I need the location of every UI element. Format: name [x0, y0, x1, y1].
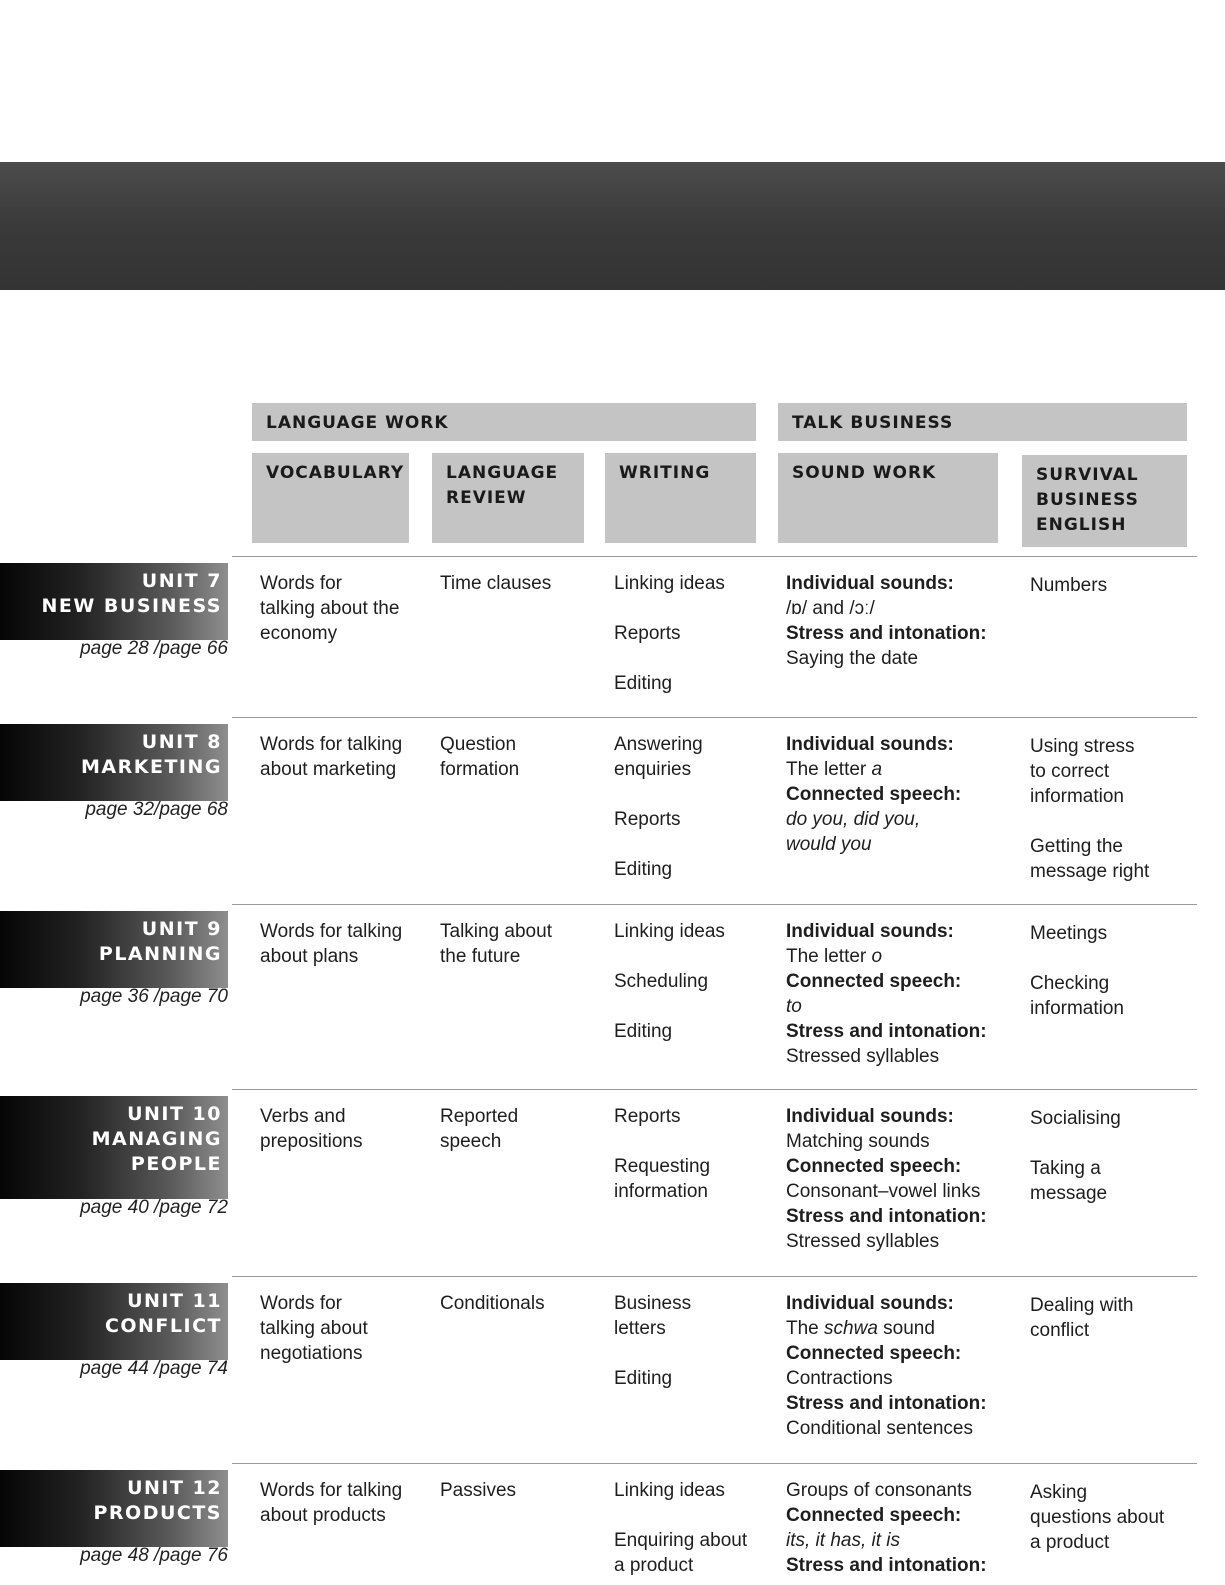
text-line: message right	[1030, 861, 1150, 882]
writing-cell	[614, 1291, 691, 1391]
unit-label	[0, 1096, 228, 1199]
sound-detail: would you	[786, 834, 872, 855]
unit-title: MANAGING	[91, 1128, 222, 1150]
writing-item	[614, 969, 725, 994]
vocabulary-cell	[260, 1104, 362, 1154]
unit-label	[0, 911, 228, 988]
sound-work-cell	[786, 1478, 987, 1578]
header-survival-business-english: SURVIVAL BUSINESS ENGLISH	[1022, 455, 1187, 547]
unit-number: UNIT 9	[141, 918, 222, 940]
text-line: Requesting	[614, 1156, 711, 1177]
sound-heading: Connected speech:	[786, 1343, 962, 1364]
text-line: Dealing with	[1030, 1295, 1134, 1316]
sound-heading: Individual sounds:	[786, 921, 954, 942]
sound-detail: Matching sounds	[786, 1131, 930, 1152]
page-reference: page 32/page 68	[85, 799, 228, 820]
unit-number: UNIT 8	[141, 731, 222, 753]
sound-detail: Contractions	[786, 1368, 893, 1389]
writing-item	[614, 1291, 691, 1341]
row-divider	[232, 1463, 1197, 1464]
survival-item	[1030, 1293, 1134, 1343]
sound-heading: Stress and intonation:	[786, 1021, 987, 1042]
text-line: Time clauses	[440, 573, 552, 594]
unit-number: UNIT 10	[127, 1103, 222, 1125]
sound-heading: Individual sounds:	[786, 734, 954, 755]
text-line: Enquiring about	[614, 1530, 748, 1551]
survival-item	[1030, 971, 1124, 1021]
sound-detail: Consonant–vowel links	[786, 1181, 981, 1202]
survival-item	[1030, 1106, 1121, 1131]
row-divider	[232, 1089, 1197, 1090]
text-line: Verbs and	[260, 1106, 346, 1127]
text-line: formation	[440, 759, 520, 780]
unit-title: CONFLICT	[104, 1315, 222, 1337]
text-line: a product	[1030, 1532, 1110, 1553]
vocabulary-cell	[260, 1478, 402, 1528]
writing-item	[614, 1019, 725, 1044]
unit-title: NEW BUSINESS	[41, 595, 222, 617]
text-line: talking about the	[260, 598, 400, 619]
survival-english-cell	[1030, 1106, 1121, 1206]
row-divider	[232, 717, 1197, 718]
sound-heading: Connected speech:	[786, 971, 962, 992]
page-reference: page 44 /page 74	[80, 1358, 228, 1379]
writing-item	[614, 732, 703, 782]
sound-work-cell	[786, 1291, 987, 1441]
text-line: Words for talking	[260, 734, 403, 755]
text-line: economy	[260, 623, 338, 644]
writing-item	[614, 807, 703, 832]
italic-term: o	[871, 946, 883, 967]
header-language-work: LANGUAGE WORK	[252, 403, 756, 441]
text-line: Editing	[614, 859, 673, 880]
vocabulary-cell	[260, 919, 402, 969]
unit-title: MARKETING	[81, 756, 222, 778]
sound-heading: Connected speech:	[786, 1505, 962, 1526]
sound-heading: Individual sounds:	[786, 1106, 954, 1127]
language-review-cell	[440, 571, 551, 596]
text-line: about marketing	[260, 759, 397, 780]
header-writing: WRITING	[605, 453, 756, 543]
sound-detail: Stressed syllables	[786, 1046, 940, 1067]
unit-title: PLANNING	[98, 943, 222, 965]
writing-cell	[614, 1104, 710, 1204]
sound-detail: The letter o	[786, 946, 883, 967]
text-line: Reported	[440, 1106, 519, 1127]
sound-detail: /ɒ/ and /ɔː/	[786, 598, 875, 619]
unit-title: PRODUCTS	[93, 1502, 222, 1524]
text-line: the future	[440, 946, 521, 967]
text-line: Editing	[614, 673, 673, 694]
text-line: Getting the	[1030, 836, 1123, 857]
text-line: Editing	[614, 1021, 673, 1042]
writing-item	[614, 919, 725, 944]
sound-work-cell	[786, 1104, 987, 1254]
sound-work-cell	[786, 571, 987, 671]
text-line: Talking about	[440, 921, 552, 942]
sound-work-cell	[786, 732, 961, 857]
page-reference: page 48 /page 76	[80, 1545, 228, 1566]
sound-detail: Stressed syllables	[786, 1231, 940, 1252]
language-review-cell	[440, 919, 552, 969]
sound-heading: Connected speech:	[786, 1156, 962, 1177]
text-line: Business	[614, 1293, 692, 1314]
header-talk-business: TALK BUSINESS	[778, 403, 1187, 441]
writing-item	[614, 857, 703, 882]
writing-item	[614, 621, 725, 646]
text-line: negotiations	[260, 1343, 363, 1364]
language-review-cell	[440, 732, 519, 782]
survival-item	[1030, 1156, 1121, 1206]
sound-detail: The schwa sound	[786, 1318, 935, 1339]
header-banner	[0, 162, 1225, 290]
survival-english-cell	[1030, 734, 1149, 884]
text-line: Question	[440, 734, 517, 755]
sound-heading: Individual sounds:	[786, 573, 954, 594]
sound-detail: The letter a	[786, 759, 883, 780]
page-reference: page 36 /page 70	[80, 986, 228, 1007]
text-line: Answering	[614, 734, 703, 755]
sound-detail: Conditional sentences	[786, 1418, 973, 1439]
text-line: Socialising	[1030, 1108, 1121, 1129]
header-sound-work: SOUND WORK	[778, 453, 998, 543]
text-line: Using stress	[1030, 736, 1135, 757]
writing-item	[614, 1478, 747, 1503]
text-line: information	[1030, 786, 1124, 807]
writing-cell	[614, 732, 703, 882]
sound-heading: Individual sounds:	[786, 1293, 954, 1314]
row-divider	[232, 556, 1197, 557]
text-line: Reports	[614, 623, 681, 644]
unit-number: UNIT 7	[141, 570, 222, 592]
writing-item	[614, 1366, 691, 1391]
writing-cell	[614, 571, 725, 696]
sound-heading: Stress and intonation:	[786, 1555, 987, 1576]
unit-label	[0, 1470, 228, 1547]
text-line: Reports	[614, 1106, 681, 1127]
unit-label	[0, 1283, 228, 1360]
sound-detail: its, it has, it is	[786, 1530, 901, 1551]
text-line: information	[1030, 998, 1124, 1019]
text-line: Asking	[1030, 1482, 1088, 1503]
text-line: Taking a	[1030, 1158, 1101, 1179]
text-line: about products	[260, 1505, 386, 1526]
row-divider	[232, 904, 1197, 905]
survival-item	[1030, 834, 1149, 884]
text-line: Scheduling	[614, 971, 709, 992]
writing-cell	[614, 919, 725, 1044]
page-reference: page 28 /page 66	[80, 638, 228, 659]
text-line: prepositions	[260, 1131, 363, 1152]
sound-heading: Stress and intonation:	[786, 1206, 987, 1227]
sound-heading: Stress and intonation:	[786, 623, 987, 644]
text-line: Reports	[614, 809, 681, 830]
text-line: about plans	[260, 946, 359, 967]
unit-number: UNIT 11	[127, 1290, 222, 1312]
survival-english-cell	[1030, 1293, 1134, 1343]
vocabulary-cell	[260, 732, 402, 782]
text-line: questions about	[1030, 1507, 1165, 1528]
sound-detail: do you, did you,	[786, 809, 921, 830]
page-reference: page 40 /page 72	[80, 1197, 228, 1218]
text-line: Editing	[614, 1368, 673, 1389]
text-line: Passives	[440, 1480, 517, 1501]
text-line: Numbers	[1030, 575, 1108, 596]
text-line: Words for	[260, 573, 343, 594]
italic-term: a	[871, 759, 883, 780]
header-vocabulary: VOCABULARY	[252, 453, 409, 543]
text-line: Words for talking	[260, 921, 403, 942]
text-line: Meetings	[1030, 923, 1108, 944]
sound-heading: Connected speech:	[786, 784, 962, 805]
survival-item	[1030, 1480, 1164, 1555]
text-line: letters	[614, 1318, 666, 1339]
text-line: Words for	[260, 1293, 343, 1314]
vocabulary-cell	[260, 571, 399, 646]
text-line: talking about	[260, 1318, 368, 1339]
text-line: Linking ideas	[614, 573, 725, 594]
writing-cell	[614, 1478, 747, 1578]
text-line: speech	[440, 1131, 502, 1152]
survival-item	[1030, 573, 1107, 598]
survival-item	[1030, 734, 1149, 809]
text-line: to correct	[1030, 761, 1110, 782]
survival-english-cell	[1030, 573, 1107, 598]
language-review-cell	[440, 1478, 516, 1503]
language-review-cell	[440, 1291, 545, 1316]
vocabulary-cell	[260, 1291, 368, 1366]
writing-item	[614, 671, 725, 696]
header-language-review: LANGUAGE REVIEW	[432, 453, 584, 543]
italic-term: schwa	[824, 1318, 878, 1339]
text-line: Words for talking	[260, 1480, 403, 1501]
unit-label	[0, 724, 228, 801]
sound-heading: Stress and intonation:	[786, 1393, 987, 1414]
unit-label	[0, 563, 228, 640]
text-line: message	[1030, 1183, 1108, 1204]
sound-detail: to	[786, 996, 802, 1017]
writing-item	[614, 571, 725, 596]
writing-item	[614, 1104, 710, 1129]
survival-english-cell	[1030, 1480, 1164, 1555]
text-line: conflict	[1030, 1320, 1090, 1341]
sound-detail: Groups of consonants	[786, 1480, 972, 1501]
text-line: Checking	[1030, 973, 1110, 994]
text-line: Linking ideas	[614, 921, 725, 942]
unit-number: UNIT 12	[127, 1477, 222, 1499]
unit-title: PEOPLE	[130, 1153, 222, 1175]
text-line: Conditionals	[440, 1293, 545, 1314]
survival-english-cell	[1030, 921, 1124, 1021]
text-line: Linking ideas	[614, 1480, 725, 1501]
text-line: a product	[614, 1555, 694, 1576]
writing-item	[614, 1154, 710, 1204]
sound-work-cell	[786, 919, 987, 1069]
text-line: enquiries	[614, 759, 692, 780]
sound-detail: Saying the date	[786, 648, 919, 669]
writing-item	[614, 1528, 747, 1578]
row-divider	[232, 1276, 1197, 1277]
survival-item	[1030, 921, 1124, 946]
text-line: information	[614, 1181, 708, 1202]
language-review-cell	[440, 1104, 518, 1154]
